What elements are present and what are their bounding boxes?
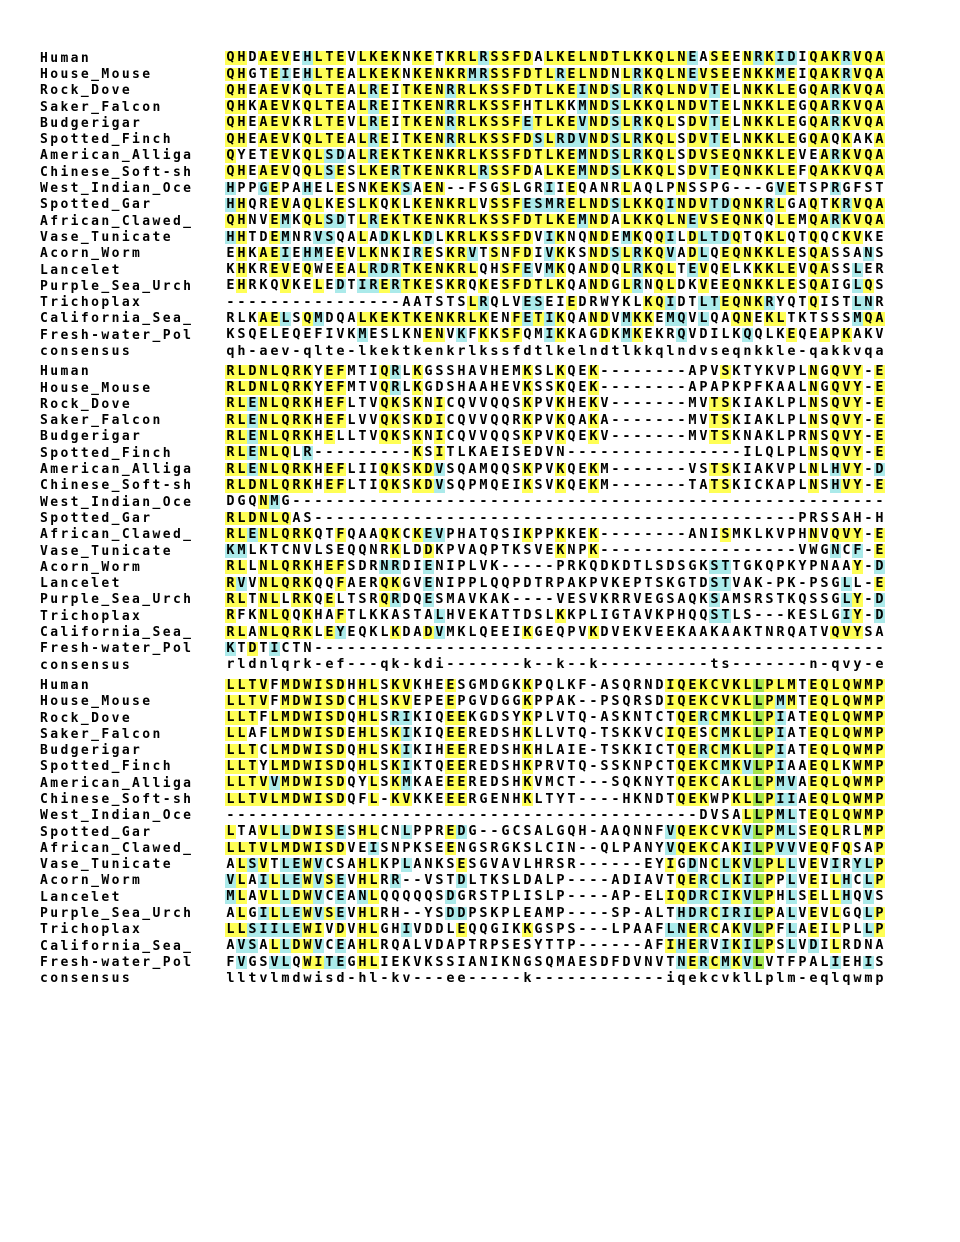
sequence-name: Vase_Tunicate: [40, 229, 173, 245]
alignment-row: [40, 50, 960, 66]
alignment-row: [40, 294, 960, 310]
sequence-text: A L S V T L E W V C S A H L K P L A N K S E S G V A V L H R S R - - - - - - E Y I G D N C L K V L P L L V E V I R Y L P: [226, 855, 884, 872]
alignment-row: [40, 364, 960, 380]
sequence-text: Q H G T E I E H L T E A L K E K N K E N K R M R S S F D T L R E L N D N L R K Q L N E V S E E N K K M E I Q A K R V Q A: [226, 65, 884, 82]
sequence-name: Vase_Tunicate: [40, 857, 173, 873]
alignment-row: [40, 840, 960, 856]
sequence-text: - - - - - - - - - - - - - - - - - - - - - - - - - - - - - - - - - - - - - - - - - - - D V S A L L P M L T E Q L Q W M P: [226, 806, 884, 823]
sequence-text: L L T V L M D W I S D Q F L - K V K K E E E R G E N H K L T Y T - - - - H K N D T Q E K W P K L L P I I A E Q L Q W M P: [226, 790, 884, 807]
alignment-row: [40, 413, 960, 429]
sequence-text: q h - a e v - q l t e - l k e k t k e n k r l k s s f d t l k e l n d t l k k q l n d v s e q n k k l e - q a k k v q a: [226, 342, 884, 359]
sequence-text: R L D N L Q R K Y E F M T I Q R L K G S S H A V H E M K S L K Q E K - - - - - - - - A P V S K T Y K V P L N G Q V Y - E: [226, 362, 884, 379]
sequence-text: R F K N L Q Q K H A F T L K K A S T A L H V E K A T T D S L K K P L I G T A V K P H Q Q S T L S - - - K E S L G I Y - D: [226, 607, 884, 624]
alignment-row: [40, 791, 960, 807]
alignment-row: [40, 759, 960, 775]
alignment-row: [40, 311, 960, 327]
alignment-row: [40, 83, 960, 99]
alignment-row: [40, 576, 960, 592]
alignment-row: [40, 824, 960, 840]
sequence-name: Saker_Falcon: [40, 726, 163, 742]
alignment-row: [40, 710, 960, 726]
sequence-text: l l t v l m d w i s d - h l - k v - - - e e - - - - - k - - - - - - - - - - - - i q e k c v k l L p l m - e q l q w m p: [226, 969, 884, 986]
sequence-name: West_Indian_Oce: [40, 181, 194, 197]
alignment-row: [40, 461, 960, 477]
alignment-row: [40, 115, 960, 131]
sequence-name: Fresh-water_Pol: [40, 641, 194, 657]
sequence-name: consensus: [40, 343, 133, 359]
alignment-row: [40, 922, 960, 938]
alignment-row: [40, 494, 960, 510]
sequence-text: L L T V V M D W I S D Q Y L S K M K A E E E R E D S H K V M C T - - - S Q K N Y T Q E K C A K L L P M V A E Q L Q W M P: [226, 774, 884, 791]
sequence-name: Acorn_Worm: [40, 559, 143, 575]
alignment-row: [40, 327, 960, 343]
sequence-text: R L D N L Q R K Y E F M T V Q R L K G D S H A A H E V K S S K Q E K - - - - - - - - A P A P K P F K A A L N G Q V Y - E: [226, 379, 884, 396]
sequence-text: R L E N L Q R K H E F L V V Q K S K D I C Q V V Q Q R K P V K Q A K A - - - - - - - M V T S K I A K L P L N S Q V Y - E: [226, 411, 884, 428]
sequence-text: L T A V L L D W I S E S H L C N L P P R E D G - - G C S A L G Q H - A A Q N N F V Q E K C V K V L P M L S E Q L R L M P: [226, 823, 884, 840]
sequence-text: R L E N L Q R K H E F L I I Q K S K D V S Q A M Q Q S K P V K Q E K M - - - - - - - V S T S K I A K V P L N L H V Y - D: [226, 460, 884, 477]
alignment-row: [40, 543, 960, 559]
sequence-text: L L T C L M D W I S D Q H L S K I K I H E E R E D S H K H L A I E - T S K K I C T Q E R C M K L L P I A T E Q L Q W M P: [226, 741, 884, 758]
sequence-name: Spotted_Finch: [40, 445, 173, 461]
sequence-text: Q H E A E V K Q L T E A L R E I T K E N R R L K S S F D S L R D V N D S L R K Q L S D V T E L N K K L E G Q A Q K A K A: [226, 130, 884, 147]
sequence-name: Purple_Sea_Urch: [40, 278, 194, 294]
sequence-text: R L K A E L S Q M D Q A L K E K T K E N K R L K E N F E T I K Q A N D V M K K E M Q V L Q A Q N E K L T K T S S S M Q A: [226, 310, 884, 326]
sequence-name: Rock_Dove: [40, 710, 133, 726]
sequence-text: R L A N L Q R K L E Y E Q K L K D A D V M K L Q E E I K G E Q P V K D V E K V E E K A A K A A K T N R Q A T V Q V Y S A: [226, 623, 884, 640]
alignment: [40, 50, 960, 987]
alignment-row: [40, 180, 960, 196]
sequence-name: Purple_Sea_Urch: [40, 906, 194, 922]
sequence-text: H H T D E M N R V S Q A L A D K L K D L K R L K S S F D V I K N Q N D E M K Q Q I L D L T D Q T Q K L Q T Q Q C K V K E: [226, 228, 884, 245]
sequence-text: K H K R E V E Q W E E A L R D R T K E N K R L Q H S F E V M K Q A N D Q L R K Q L T E V Q E L K K K L E V Q A S S L E R: [226, 261, 884, 278]
sequence-name: House_Mouse: [40, 380, 153, 396]
sequence-text: D G Q N M G - - - - - - - - - - - - - - - - - - - - - - - - - - - - - - - - - - - - - - - - - - - - - - - - - - - - - -: [226, 493, 884, 510]
sequence-name: American_Alliga: [40, 775, 194, 791]
sequence-text: E H R K Q V K E L E D T I R E R T K E S K R Q K E S F D T L K Q A N D G L R N Q L D K V E E Q N K K L E S Q A I G L Q S: [226, 277, 884, 294]
alignment-row: [40, 197, 960, 213]
alignment-row: [40, 478, 960, 494]
sequence-text: R L E N L Q R K Q T F Q A A Q K C K E V P H A T Q S I K P P K K E K - - - - - - - - A N I S M K L K V P H N V Q V Y - E: [226, 525, 884, 542]
alignment-row: [40, 857, 960, 873]
sequence-name: Rock_Dove: [40, 83, 133, 99]
sequence-text: - - - - - - - - - - - - - - - - A A T S T S L R Q L V E S E I E D R W Y K L K Q I D T L T E Q N K R Y Q T Q I S T L N R: [226, 293, 884, 310]
sequence-name: Budgerigar: [40, 743, 143, 759]
sequence-name: California_Sea_: [40, 311, 194, 327]
alignment-row: [40, 131, 960, 147]
alignment-row: [40, 889, 960, 905]
alignment-row: [40, 380, 960, 396]
alignment-row: [40, 246, 960, 262]
alignment-row: [40, 873, 960, 889]
alignment-row: [40, 677, 960, 693]
sequence-text: L L T Y L M D W I S D Q H L S K I K T Q E E R E D S H K P R V T Q - S S K N P C T Q E K C M K V L P I A A E Q L K W M P: [226, 758, 884, 775]
sequence-name: Purple_Sea_Urch: [40, 592, 194, 608]
sequence-name: Vase_Tunicate: [40, 543, 173, 559]
sequence-name: Lancelet: [40, 576, 122, 592]
sequence-text: R L E N L Q R K H E F L T V Q K S K N I C Q V V Q Q S K P V K H E K V - - - - - - - M V T S K I A K L P L N S Q V Y - E: [226, 395, 884, 412]
alignment-row: [40, 213, 960, 229]
sequence-text: Q H E A E V Q Q L S E S L K E R T K E N K R L R S S F D A L K E M N D S L K K Q L S D V T E Q N K K L E F Q A K K V Q A: [226, 163, 884, 180]
sequence-text: R V V N L Q R K Q Q F A E R Q K G V E N I P P L Q Q P D T R P A K P V K E P T S K G T D S T V A K - P K - P S G L L - E: [226, 574, 884, 591]
sequence-name: Spotted_Gar: [40, 824, 153, 840]
alignment-row: [40, 99, 960, 115]
sequence-name: Spotted_Finch: [40, 132, 173, 148]
alignment-block-3: [40, 677, 960, 987]
alignment-row: [40, 608, 960, 624]
sequence-name: California_Sea_: [40, 625, 194, 641]
alignment-row: [40, 559, 960, 575]
sequence-name: Budgerigar: [40, 429, 143, 445]
sequence-name: African_Clawed_: [40, 840, 194, 856]
alignment-row: [40, 396, 960, 412]
consensus-row: [40, 343, 960, 359]
sequence-text: R L D N L Q R K H E F L T I Q K S K D V S Q P M Q E I K S V K Q E K M - - - - - - - T A T S K I C K A P L N S H V Y - E: [226, 476, 884, 493]
alignment-row: [40, 775, 960, 791]
sequence-text: M L A V L L D W V C E A N L Q Q Q Q Q S D G R S T P L I S L P - - - - A P - E L I Q D R C I K V L P H L S E L L H Q V S: [226, 888, 884, 905]
alignment-row: [40, 592, 960, 608]
sequence-text: Q H K A E V K Q L T E A L R E I T K E N R R L K S S F H T L K K M N D S L K K Q L N D V T E L N K K L E G Q A R K V Q A: [226, 98, 884, 115]
sequence-text: H P P G E P A H E L E S N K E K S A E N - - F S G S L G R I I E Q A N R L A Q L P N S S P G - - - G V E T S P R G F S T: [226, 179, 884, 196]
sequence-name: Lancelet: [40, 889, 122, 905]
sequence-text: A V S A L L D W V C E A H L R Q A L V D A P T R P S E S Y T T P - - - - - - A F I H E R V I K I L P S L V D I L R D N A: [226, 937, 884, 954]
sequence-name: Saker_Falcon: [40, 413, 163, 429]
alignment-row: [40, 726, 960, 742]
sequence-text: R L E N L Q R K H E L L T V Q K S K N I C Q V V Q Q S K P V K Q E K V - - - - - - - M V T S K N A K L P R N S Q V Y - E: [226, 428, 884, 445]
sequence-text: K T D T I C T N - - - - - - - - - - - - - - - - - - - - - - - - - - - - - - - - - - - - - - - - - - - - - - - - - - - -: [226, 639, 884, 656]
sequence-name: Trichoplax: [40, 608, 143, 624]
alignment-row: [40, 954, 960, 970]
sequence-name: African_Clawed_: [40, 213, 194, 229]
sequence-text: R L D N L Q A S - - - - - - - - - - - - - - - - - - - - - - - - - - - - - - - - - - - - - - - - - - - - P R S S A H - H: [226, 509, 884, 526]
sequence-name: West_Indian_Oce: [40, 494, 194, 510]
sequence-name: Spotted_Gar: [40, 197, 153, 213]
sequence-name: Acorn_Worm: [40, 246, 143, 262]
sequence-text: V L A I L L E W V S E V H L R R - - V S T D L T K S L D A L P - - - - A D I A V T Q E R C L K I L P P L V E I L H C L P: [226, 872, 884, 889]
alignment-row: [40, 938, 960, 954]
sequence-text: L L T F L M D W I S D Q H L S R I K I Q E E K G D S Y K P L V T Q - A S K N T C T Q E R C M K L L P I A T E Q L Q W M P: [226, 709, 884, 726]
sequence-name: Fresh-water_Pol: [40, 327, 194, 343]
consensus-row: [40, 657, 960, 673]
alignment-row: [40, 66, 960, 82]
sequence-text: r l d n l q r k - e f - - - q k - k d i - - - - - - - k - - k - - k - - - - - - - - - - t s - - - - - - - n - q v y - e: [226, 656, 884, 673]
alignment-row: [40, 527, 960, 543]
sequence-text: Q H N V E M K Q L S D T L R E K T K E N K R L K S S F D T L K E M N D A L K K Q L N E V S E Q N K Q L E M Q A R K V Q A: [226, 212, 884, 229]
sequence-name: Chinese_Soft-sh: [40, 478, 194, 494]
sequence-text: K M L K T C N V L S E Q Q N R K L D D K P V A Q P T K S V E K N P K - - - - - - - - - - - - - - - - - - V W G N C F - E: [226, 542, 884, 559]
alignment-row: [40, 229, 960, 245]
sequence-name: Trichoplax: [40, 295, 143, 311]
alignment-row: [40, 164, 960, 180]
sequence-text: R L T N L L R K Q E L T S R Q R D Q E S M A V K A K - - - - V E S V K R R V E G S A Q K S A M S R S T K Q S S G L Y - D: [226, 591, 884, 608]
sequence-name: Human: [40, 364, 92, 380]
sequence-text: Q H D A E V E H L T E V L K E K N K E T K R L R S S F D A L K E L N D T L K K Q L N E A S E E N R K I D I Q A K R V Q A: [226, 49, 884, 66]
sequence-name: consensus: [40, 657, 133, 673]
sequence-text: L L T V F M D W I S D H H L S K V K H E E S G M D G K K P Q L K F - A S Q R N D I Q E K C V K L L P L M T E Q L Q W M P: [226, 676, 884, 693]
sequence-text: L L T V L M D W I S D V E I S N P K S E E N G S R G K S L C I N - - Q L P A N Y V Q E K C A K I L P V V V E Q F Q S A P: [226, 839, 884, 856]
alignment-row: [40, 278, 960, 294]
alignment-row: [40, 641, 960, 657]
sequence-name: Trichoplax: [40, 922, 143, 938]
alignment-row: [40, 445, 960, 461]
sequence-text: F V G S V L Q W I T E G H L I E K V K S S I A N I K N G S Q M A E S D F D V N V T N E R C M K V L V T F P A L I E H I S: [226, 953, 884, 970]
sequence-name: African_Clawed_: [40, 527, 194, 543]
alignment-row: [40, 624, 960, 640]
sequence-name: American_Alliga: [40, 148, 194, 164]
sequence-name: Human: [40, 677, 92, 693]
alignment-row: [40, 429, 960, 445]
sequence-name: Chinese_Soft-sh: [40, 792, 194, 807]
sequence-name: Budgerigar: [40, 115, 143, 131]
sequence-name: Human: [40, 50, 92, 66]
alignment-row: [40, 694, 960, 710]
sequence-text: K S Q E L E Q E F I V K M E S L K N E N V K F K K S F Q M I K K A G D K M K E K R Q V D I L K Q Q L K E Q E A P K A K V: [226, 326, 884, 343]
sequence-name: California_Sea_: [40, 938, 194, 954]
sequence-name: Acorn_Worm: [40, 873, 143, 889]
sequence-name: West_Indian_Oce: [40, 808, 194, 824]
sequence-text: E H K A E I E H M E E V L K N K I R E S K R V T S N F D I V K K S N D S L R K Q V A D L Q E Q N K K L E S Q A S S A N S: [226, 244, 884, 261]
sequence-text: Q H E A E V K R L T E V L R E I T K E N R R L K S S F E T L K E V N D S L R K Q L S D V T E L N K K L E G Q A R K V Q A: [226, 114, 884, 131]
alignment-row: [40, 148, 960, 164]
sequence-name: consensus: [40, 971, 133, 987]
alignment-block-2: [40, 364, 960, 674]
sequence-name: American_Alliga: [40, 462, 194, 478]
sequence-name: Spotted_Finch: [40, 759, 173, 775]
sequence-name: Spotted_Gar: [40, 510, 153, 526]
sequence-text: R L E N L Q L R - - - - - - - - - K S I T L K A E I S E D V N - - - - - - - - - - - - - - - - I L Q L P L N S Q V Y - E: [226, 444, 884, 461]
alignment-row: [40, 262, 960, 278]
sequence-text: H H Q R E V A Q L K E S L K Q K L K E N K R L V S S F E S M R E L N D S L K K Q I N D V T D Q N K R L G A Q T K R V Q A: [226, 195, 884, 212]
alignment-block-1: [40, 50, 960, 360]
alignment-row: [40, 742, 960, 758]
sequence-name: Chinese_Soft-sh: [40, 164, 194, 180]
sequence-name: Lancelet: [40, 262, 122, 278]
alignment-row: [40, 808, 960, 824]
sequence-name: Rock_Dove: [40, 396, 133, 412]
sequence-name: House_Mouse: [40, 66, 153, 82]
alignment-row: [40, 510, 960, 526]
sequence-text: A L G I L L E W V S E V H L R H - - Y S D D P S K P L E A M P - - - - S P - A L T H D R C I R I L P A L V E V L G Q L P: [226, 904, 884, 921]
sequence-text: L L T V F M D W I S D C H L S K V E P E E P G V D G G K P P A K - - P S Q R S D I Q E K C V K L L P M M T E Q L Q W M P: [226, 692, 884, 709]
alignment-row: [40, 905, 960, 921]
sequence-text: R L L N L Q R K H E F S D R N R D I E N I P L V K - - - - - P R K Q D K D T L S D S G K S T T G K Q P K Y P N A A Y - D: [226, 558, 884, 575]
sequence-name: Saker_Falcon: [40, 99, 163, 115]
consensus-row: [40, 971, 960, 987]
sequence-name: Fresh-water_Pol: [40, 954, 194, 970]
sequence-text: Q H E A E V K Q L T E A L R E I T K E N R R L K S S F D T L K E I N D S L R K Q L N D V T E L N K K L E G Q A R K V Q A: [226, 81, 884, 98]
sequence-name: House_Mouse: [40, 694, 153, 710]
sequence-text: Q Y E T E V K Q L S D A L R E K T K E N K R L K S S F D T L K E M N D S L R K Q L S D V S E Q N K K L E V E A R K V Q A: [226, 147, 884, 164]
sequence-text: L L A F L M D W I S D E H L S K I K I Q E E R E D S H K L L V T Q - T S K K V C I Q E S C M K L L P I A T E Q L Q W M P: [226, 725, 884, 742]
sequence-text: L L S I I L E W I V D V H L G H I V D D L E Q Q G I K K G S P S - - - L P A A F L N E R C A K V L P F L A E I L P L L P: [226, 920, 884, 937]
